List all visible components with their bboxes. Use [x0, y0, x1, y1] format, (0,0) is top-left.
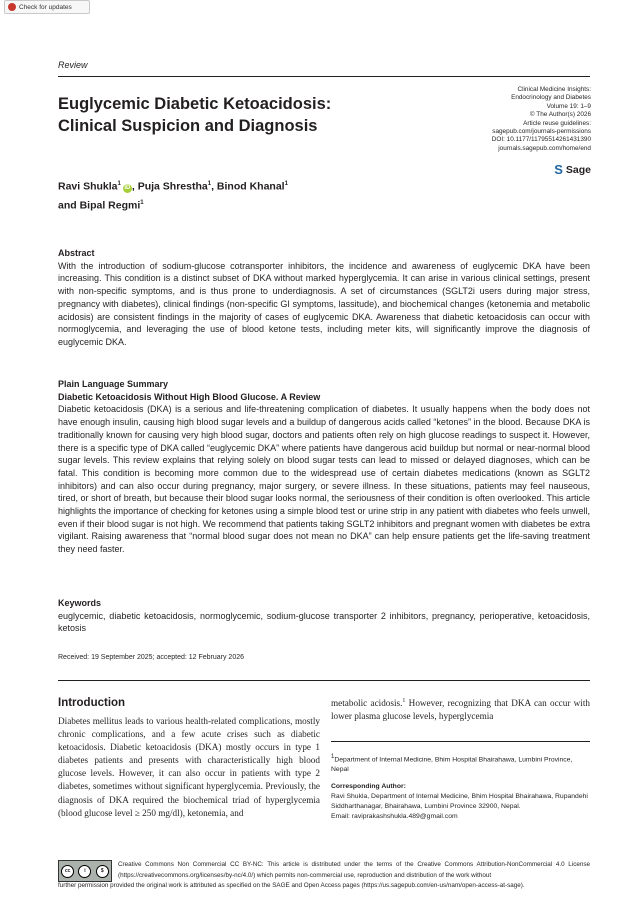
- cc-license-badge[interactable]: [58, 860, 112, 882]
- introduction-heading: Introduction: [58, 697, 126, 709]
- section-label: Review: [58, 60, 88, 70]
- pls-text: Diabetic ketoacidosis (DKA) is a serious and life-threatening complication of diabetes. It usually happens when the body does not have enough insulin, causing high blood sugar levels and a buildup of dangerous acids called “ketones” in the blood. Because DKA is traditionally known for causing very high blood sugar, doctors and patients often rely on high glucose readings to suspect it. However, there is a specific type of DKA called “euglycemic DKA” where patients have dangerous acid buildup but normal or near-normal blood sugar levels. This review explains that relying solely on blood sugar tests can lead to missed or delayed diagnoses, which can be fatal. This condition is becoming more common due to the widespread use of certain diabetes medications (known as SGLT2 inhibitors) and can also occur during pregnancy, major surgery, or severe illness. In these situations, patients may feel nauseous, tired, or short of breath, but because their blood sugar looks normal, the seriousness of their condition is often overlooked. This article highlights the importance of checking for ketones using a simple blood test or urine strip in any patient with diabetes who feels unwell, even if their blood sugar is not high. We recommend that patients taking SGLT2 inhibitors and pregnant women with diabetes be extra vigilant. Raising awareness that “normal blood sugar does not mean no DKA” can help ensure patients get the life-saving treatment they need faster.: [58, 404, 590, 555]
- pls-subheading: Diabetic Ketoacidosis Without High Blood Glucose. A Review: [58, 391, 321, 402]
- keywords-section: [58, 597, 590, 635]
- intro-text: metabolic acidosis.: [331, 698, 403, 709]
- orcid-icon[interactable]: iD: [124, 184, 131, 191]
- publisher-logo: [554, 162, 591, 177]
- journal-line: Clinical Medicine Insights:: [517, 86, 591, 93]
- journal-line: Article reuse guidelines:: [523, 119, 591, 127]
- corresponding-author-footnote: [331, 782, 590, 822]
- section-divider: [58, 680, 590, 681]
- license-text: Creative Commons Non Commercial CC BY-NC: This article is distributed under the terms of the Creative Commons Attribution-NonCommercial 4.0 License (https://creativecommons.org/licenses/by-nc/4.0/) which permits non-commercial use, reproduction and distribution of the work without: [118, 861, 590, 879]
- check-for-updates-label: Check for updates: [19, 3, 72, 11]
- check-for-updates-button[interactable]: [4, 0, 90, 14]
- journal-line: Volume 19: 1–9: [546, 102, 591, 110]
- footnote-divider: [331, 741, 590, 742]
- intro-text: However, recognizing that DKA can occur with lower plasma glucose levels, hyperglycemia: [331, 698, 590, 722]
- received-dates: Received: 19 September 2025; accepted: 12 February 2026: [58, 654, 245, 661]
- plain-language-summary-section: [58, 378, 590, 556]
- author-name: , Binod Khanal: [211, 180, 285, 193]
- author-affiliation-marker: 1: [207, 181, 212, 187]
- author-name: Ravi Shukla: [58, 180, 118, 193]
- abstract-heading: Abstract: [58, 248, 95, 258]
- cc-icon: cc: [61, 865, 74, 878]
- journal-line: © The Author(s) 2026: [529, 111, 591, 119]
- pls-heading: Plain Language Summary: [58, 379, 169, 389]
- journal-info: [391, 86, 591, 153]
- journal-line: Endocrinology and Diabetes: [511, 94, 591, 102]
- header-divider: [58, 76, 590, 77]
- affiliation-text: Department of Internal Medicine, Bhim Hospital Bhairahawa, Lumbini Province, Nepal: [331, 756, 573, 774]
- author-name: , Puja Shrestha: [131, 180, 208, 193]
- update-icon: [8, 3, 16, 11]
- journal-line[interactable]: journals.sagepub.com/home/end: [498, 144, 591, 152]
- abstract-text: With the introduction of sodium-glucose cotransporter inhibitors, the incidence and awareness of euglycemic DKA have been increasing. This condition is a distinct subset of DKA without marked hyperglycemia. It can arise in various clinical settings, present with non-specific symptoms, and is thus prone to underdiagnosis. A set of circumstances (SGLT2i users during major stress, pregnancy with diabetes), clinical findings (non-specific GI symptoms, lassitude), and biochemical changes (ketonemia and metabolic acidosis) are consistent findings in the majority of cases of euglycemic DKA. Awareness that diabetic ketoacidosis can occur with normoglycemia, and leveraging the use of blood ketone tests, including meter kits, will significantly improve the diagnosis of euglycemic DKA.: [58, 260, 590, 347]
- affiliation-marker: 1: [331, 754, 335, 760]
- corresponding-text: Ravi Shukla, Department of Internal Medicine, Bhim Hospital Bhairahawa, Rupandehi Siddharthanagar, Bhairahawa, Lumbini Province 32900, Nepal.: [331, 793, 588, 810]
- author-affiliation-marker: 1: [117, 181, 121, 187]
- corresponding-heading: Corresponding Author:: [331, 783, 406, 790]
- by-icon: i: [78, 865, 91, 878]
- citation-marker[interactable]: 1: [402, 698, 406, 704]
- author-affiliation-marker: 1: [140, 199, 144, 206]
- sage-s-icon: S: [554, 162, 563, 177]
- journal-line[interactable]: DOI: 10.1177/11795514261431390: [491, 136, 591, 144]
- author-name: and Bipal Regmi: [58, 199, 141, 211]
- keywords-text: euglycemic, diabetic ketoacidosis, normoglycemic, sodium-glucose transporter 2 inhibitors, pregnancy, perioperative, ketoacidosis, ketosis: [58, 610, 590, 634]
- introduction-text-left: Diabetes mellitus leads to various health-related complications, mostly chronic complications, and a few acute crises such as diabetic ketoacidosis. Diabetic ketoacidosis (DKA) mostly occurs in type 1 diabetes patients and presents with characteristically high blood glucose levels. However, it can also occur in patients with type 2 diabetes, sometimes without significant hyperglycemia. Previously, the diagnosis of DKA required the biochemical triad of hyperglycemia (blood glucose level ≥ 250 mg/dl), ketonemia, and: [58, 716, 320, 818]
- keywords-heading: Keywords: [58, 598, 102, 608]
- nc-icon: $: [96, 865, 109, 878]
- journal-line[interactable]: sagepub.com/journals-permissions: [492, 128, 591, 136]
- publisher-name: Sage: [565, 163, 591, 176]
- license-text-continued: further permission provided the original work is attributed as specified on the SAGE and Open Access pages (https://us.sagepub.com/en-us/nam/open-access-at-sage).: [58, 882, 525, 889]
- affiliation-footnote: [331, 752, 590, 775]
- author-list: [58, 176, 358, 213]
- introduction-text-right: [331, 695, 590, 723]
- abstract-section: [58, 247, 590, 349]
- corresponding-email[interactable]: Email: raviprakashshukla.489@gmail.com: [331, 813, 458, 820]
- author-affiliation-marker: 1: [284, 181, 288, 187]
- article-title: Euglycemic Diabetic Ketoacidosis: Clinical Suspicion and Diagnosis: [58, 95, 332, 135]
